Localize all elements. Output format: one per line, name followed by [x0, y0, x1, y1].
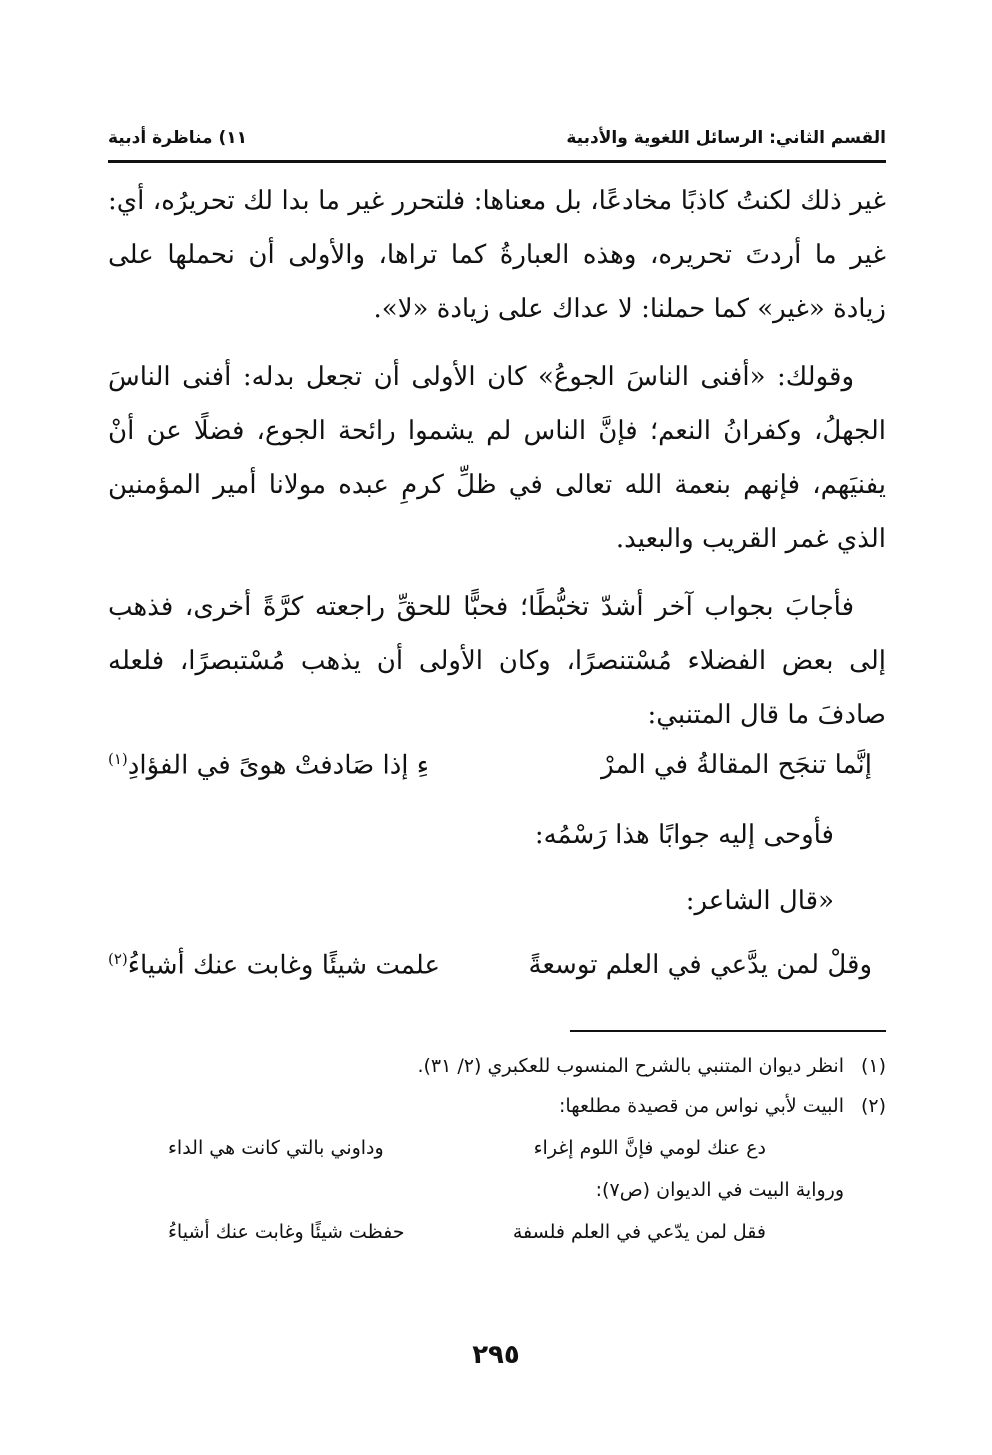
verse-second-hemistich: [108, 950, 440, 981]
verse-text: ءِ إذا صَادفتْ هوىً في الفؤادِ: [127, 750, 430, 781]
footnote-text: انظر ديوان المتنبي بالشرح المنسوب للعكبري (٢/ ٣١).: [417, 1055, 844, 1077]
footnotes: [108, 1046, 886, 1254]
footnote-line: ورواية البيت في الديوان (ص٧):: [595, 1179, 844, 1201]
verse-first-hemistich: وقلْ لمن يدَّعي في العلم توسعةً: [528, 950, 872, 980]
footnote-divider: [570, 1030, 886, 1032]
footnote-verse-first: دع عنك لومي فإنَّ اللوم إغراء: [533, 1137, 766, 1159]
footnote-verse: [108, 1126, 886, 1170]
footnote-marker: (٢): [108, 950, 128, 968]
verse-second-hemistich: [108, 750, 429, 781]
paragraph: وقولك: «أفنى الناسَ الجوعُ» كان الأولى أن تجعل بدله: أفنى الناسَ الجهلُ، وكفرانُ النعم؛ فإنَّ الناس لم يشموا رائحة الجوع، فضلًا عن أنْ يفنيَهم، فإنهم بنعمة الله تعالى في ظلِّ كرمِ عبده مولانا أمير المؤمنين الذي غمر القريب والبعيد.: [108, 362, 886, 554]
chapter-title: ١١) مناظرة أدبية: [108, 128, 248, 148]
footnote-number: (١): [860, 1055, 886, 1077]
footnote-marker: (١): [108, 750, 128, 768]
footnote: [108, 1046, 886, 1086]
paragraph: غير ذلك لكنتُ كاذبًا مخادعًا، بل معناها: فلتحرر غير ما بدا لك تحريرُه، أي: غير ما أردتَ تحريره، وهذه العبارةُ كما تراها، والأولى أن نحملها على زيادة «غير» كما حملنا: لا عداك على زيادة «لا».: [108, 186, 886, 324]
text-line: «قال الشاعر:: [685, 886, 834, 916]
verse-line: [108, 950, 886, 1004]
verse-line: [108, 750, 886, 804]
paragraph: فأجابَ بجواب آخر أشدّ تخبُّطًا؛ فحبًّا للحقِّ راجعته كرَّةً أخرى، فذهب إلى بعض الفضلاء مُسْتنصرًا، وكان الأولى أن يذهب مُسْتبصرًا، فلعله صادفَ ما قال المتنبي:: [108, 592, 886, 730]
footnote-verse-second: وداوني بالتي كانت هي الداء: [168, 1137, 384, 1159]
footnote-text: البيت لأبي نواس من قصيدة مطلعها:: [559, 1095, 844, 1117]
footnote: [108, 1086, 886, 1126]
section-title: القسم الثاني: الرسائل اللغوية والأدبية: [566, 128, 886, 148]
header-divider: [108, 160, 886, 163]
footnote-verse-second: حفظت شيئًا وغابت عنك أشياءُ: [168, 1221, 405, 1243]
footnote-number: (٢): [860, 1095, 886, 1117]
text-line: فأوحى إليه جوابًا هذا رَسْمُه:: [534, 820, 834, 850]
running-header: [108, 128, 886, 156]
footnote-verse: [108, 1210, 886, 1254]
footnote-verse-first: فقل لمن يدّعي في العلم فلسفة: [512, 1221, 766, 1243]
main-text: [108, 174, 886, 742]
verse-first-hemistich: إنَّما تنجَح المقالةُ في المرْ: [601, 750, 872, 780]
verse-text: علمت شيئًا وغابت عنك أشياءُ: [127, 950, 441, 981]
page-number: ٢٩٥: [472, 1340, 520, 1370]
